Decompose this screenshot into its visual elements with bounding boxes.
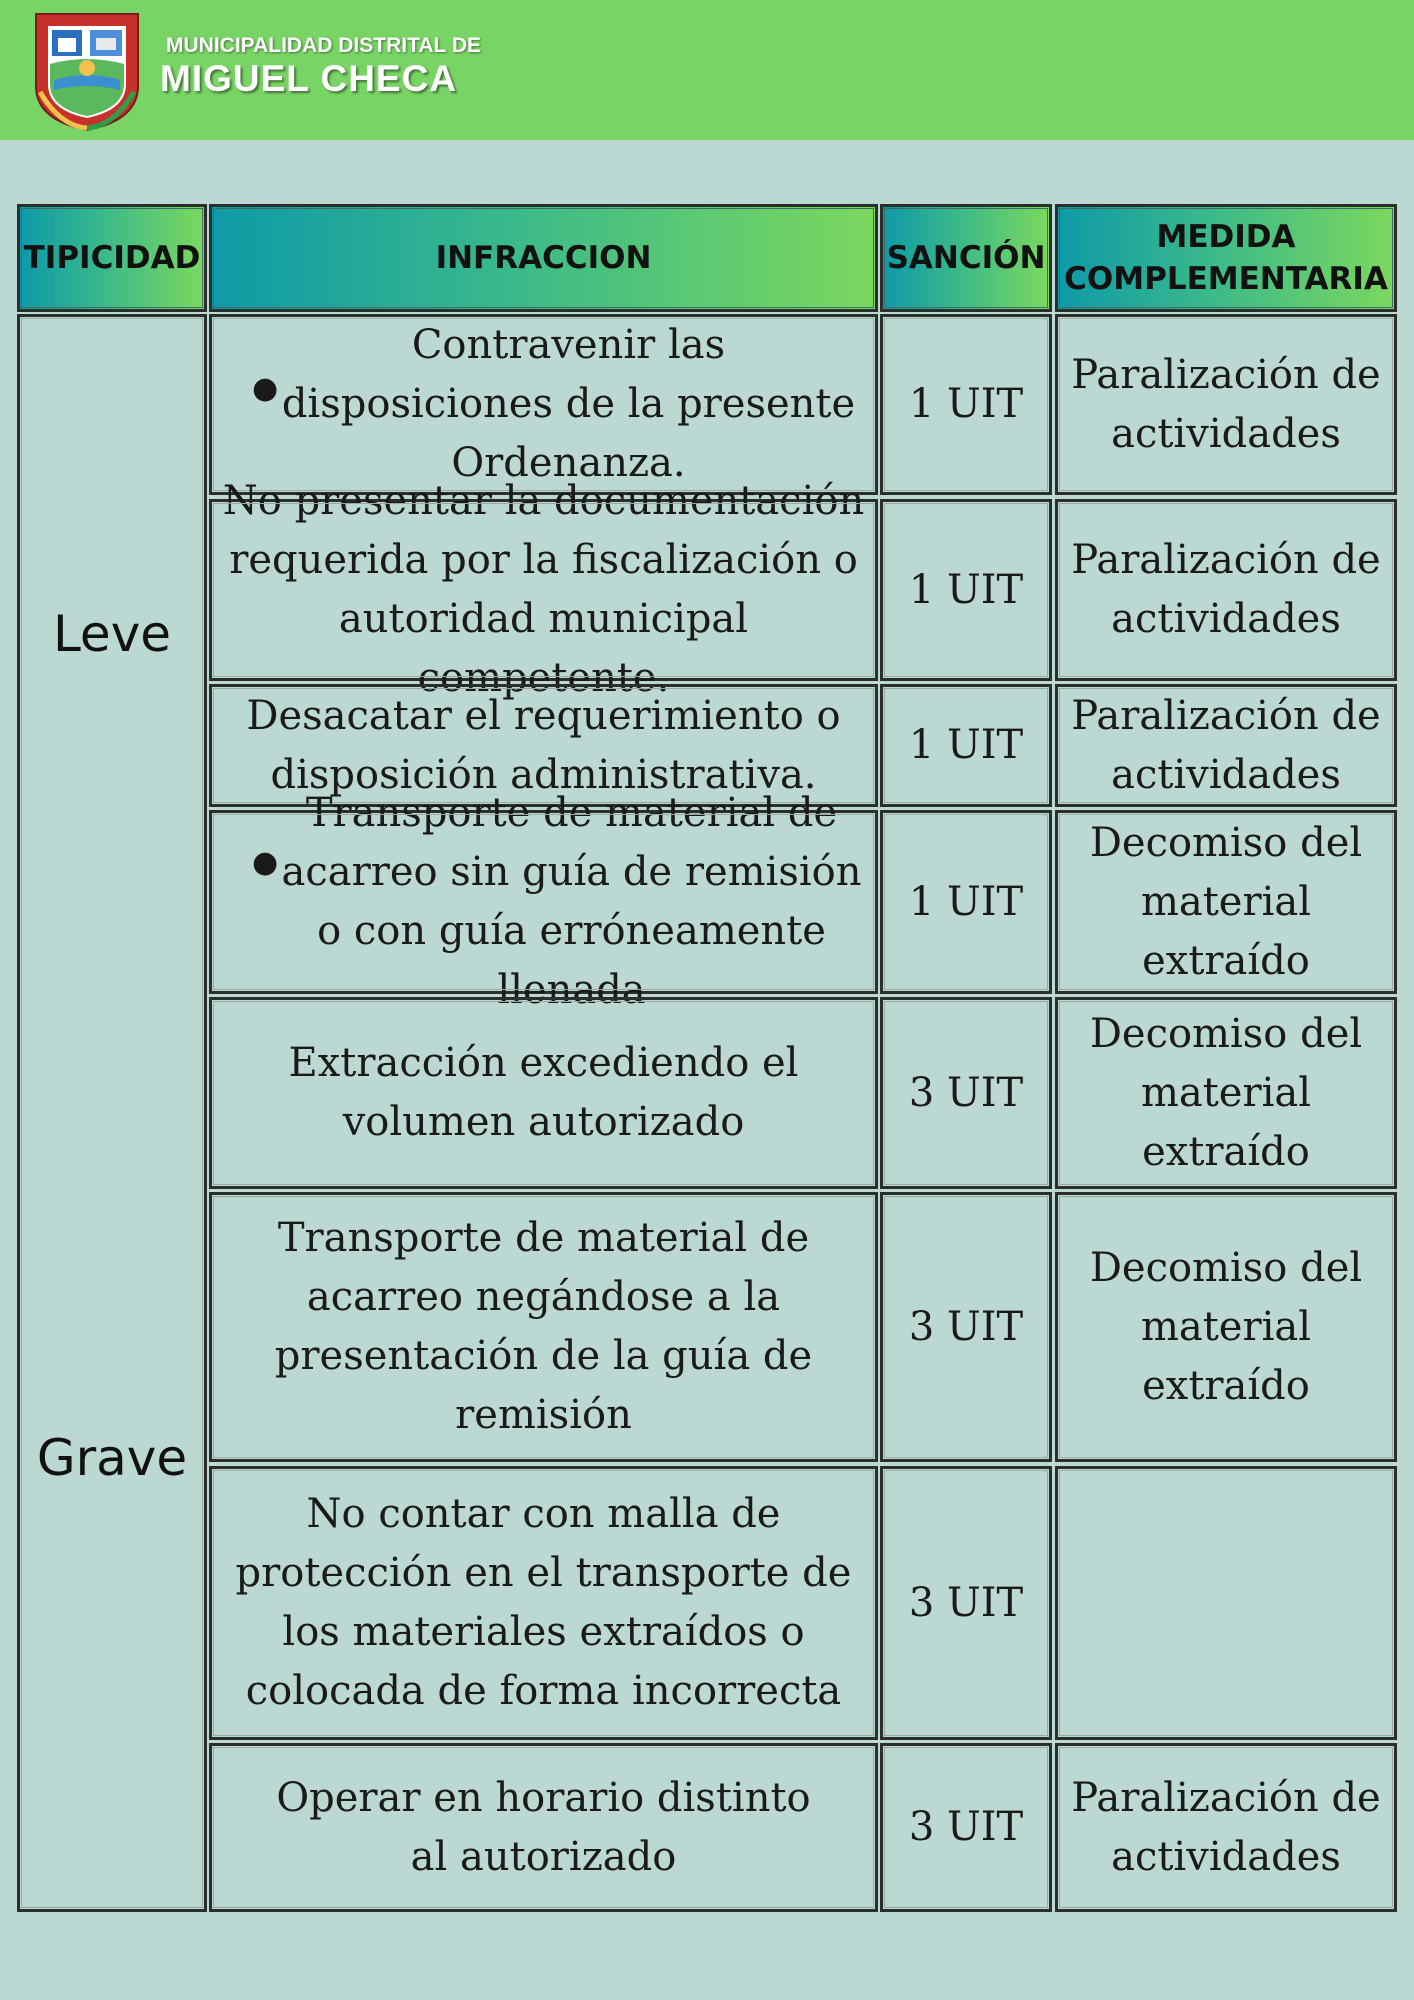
medida-text: Decomiso del material extraído xyxy=(1089,1244,1363,1409)
table-row-medida xyxy=(1055,1192,1397,1462)
table-row-infraccion xyxy=(209,1192,878,1462)
table-row-sancion xyxy=(880,997,1052,1189)
header-banner xyxy=(0,0,1414,140)
medida-text: Decomiso del material extraído xyxy=(1089,1010,1363,1175)
table-row-medida xyxy=(1055,1743,1397,1912)
table-row-sancion xyxy=(880,810,1052,994)
table-row-infraccion xyxy=(209,314,878,495)
column-header-label-line2: COMPLEMENTARIA xyxy=(1064,261,1388,297)
sancion-text: 3 UIT xyxy=(908,1303,1024,1350)
table-row-medida-empty xyxy=(1055,1466,1397,1740)
table-row-infraccion xyxy=(209,1743,878,1912)
infraccion-text: No contar con malla de protección en el transporte de los materiales extraídos o colocada de forma incorrecta xyxy=(235,1491,852,1714)
table-row-sancion xyxy=(880,1743,1052,1912)
tipicidad-grave: Grave xyxy=(36,1429,188,1487)
infraccion-text: Contravenir las disposiciones de la presente Ordenanza. xyxy=(281,322,856,486)
table-row-infraccion xyxy=(209,478,878,701)
sancion-text: 1 UIT xyxy=(908,722,1024,768)
infraccion-text: Transporte de material de acarreo sin guía de remisión o con guía erróneamente llenada xyxy=(281,790,862,1013)
table-row-medida xyxy=(1055,684,1397,807)
table-row-medida xyxy=(1055,499,1397,681)
table-row-infraccion xyxy=(209,1466,878,1740)
brand-subtitle: MUNICIPALIDAD DISTRITAL DE xyxy=(166,34,481,57)
infraccion-text: Transporte de material de acarreo negándose a la presentación de la guía de remisión xyxy=(274,1215,813,1438)
infraccion-text: Desacatar el requerimiento o disposición administrativa. xyxy=(246,692,841,798)
sancion-text: 3 UIT xyxy=(908,1579,1024,1626)
table-row-medida xyxy=(1055,314,1397,495)
column-header-label: TIPICIDAD xyxy=(23,240,201,276)
column-header-infraccion xyxy=(209,204,878,312)
table-row-infraccion xyxy=(209,790,878,1013)
column-header-sancion xyxy=(880,204,1052,312)
table-row-sancion xyxy=(880,684,1052,807)
column-header-medida xyxy=(1055,204,1397,312)
medida-text: Paralización de actividades xyxy=(1071,537,1381,642)
infraccion-text: No presentar la documentación requerida por la fiscalización o autoridad municipal competente. xyxy=(222,478,865,701)
infraccion-text: Extracción excediendo el volumen autorizado xyxy=(288,1040,799,1145)
column-header-label: SANCIÓN xyxy=(886,240,1046,276)
sancion-text: 1 UIT xyxy=(908,381,1024,427)
sancion-text: 1 UIT xyxy=(908,878,1024,925)
column-header-label: INFRACCION xyxy=(435,240,652,276)
medida-text: Decomiso del material extraído xyxy=(1089,819,1363,984)
infraccion-text: Operar en horario distinto al autorizado xyxy=(276,1774,811,1880)
medida-text: Paralización de actividades xyxy=(1071,692,1381,798)
table-row-sancion xyxy=(880,314,1052,495)
table-row-medida xyxy=(1055,810,1397,994)
sancion-text: 3 UIT xyxy=(908,1804,1024,1850)
column-header-label-line1: MEDIDA xyxy=(1156,219,1296,255)
bullet-icon: ● xyxy=(252,845,279,880)
tipicidad-leve: Leve xyxy=(52,605,172,663)
column-header-tipicidad xyxy=(17,204,207,312)
table-row-infraccion xyxy=(209,997,878,1189)
sancion-text: 1 UIT xyxy=(908,566,1024,613)
medida-text: Paralización de actividades xyxy=(1071,351,1381,457)
sancion-text: 3 UIT xyxy=(908,1069,1024,1116)
municipal-crest-icon xyxy=(30,8,144,132)
table-row-sancion xyxy=(880,1192,1052,1462)
tipicidad-column xyxy=(17,314,207,1912)
brand-title: MIGUEL CHECA xyxy=(160,58,458,99)
table-row-sancion xyxy=(880,1466,1052,1740)
medida-text: Paralización de actividades xyxy=(1071,1774,1381,1880)
table-row-sancion xyxy=(880,499,1052,681)
bullet-icon: ● xyxy=(252,371,279,406)
table-row-medida xyxy=(1055,997,1397,1189)
